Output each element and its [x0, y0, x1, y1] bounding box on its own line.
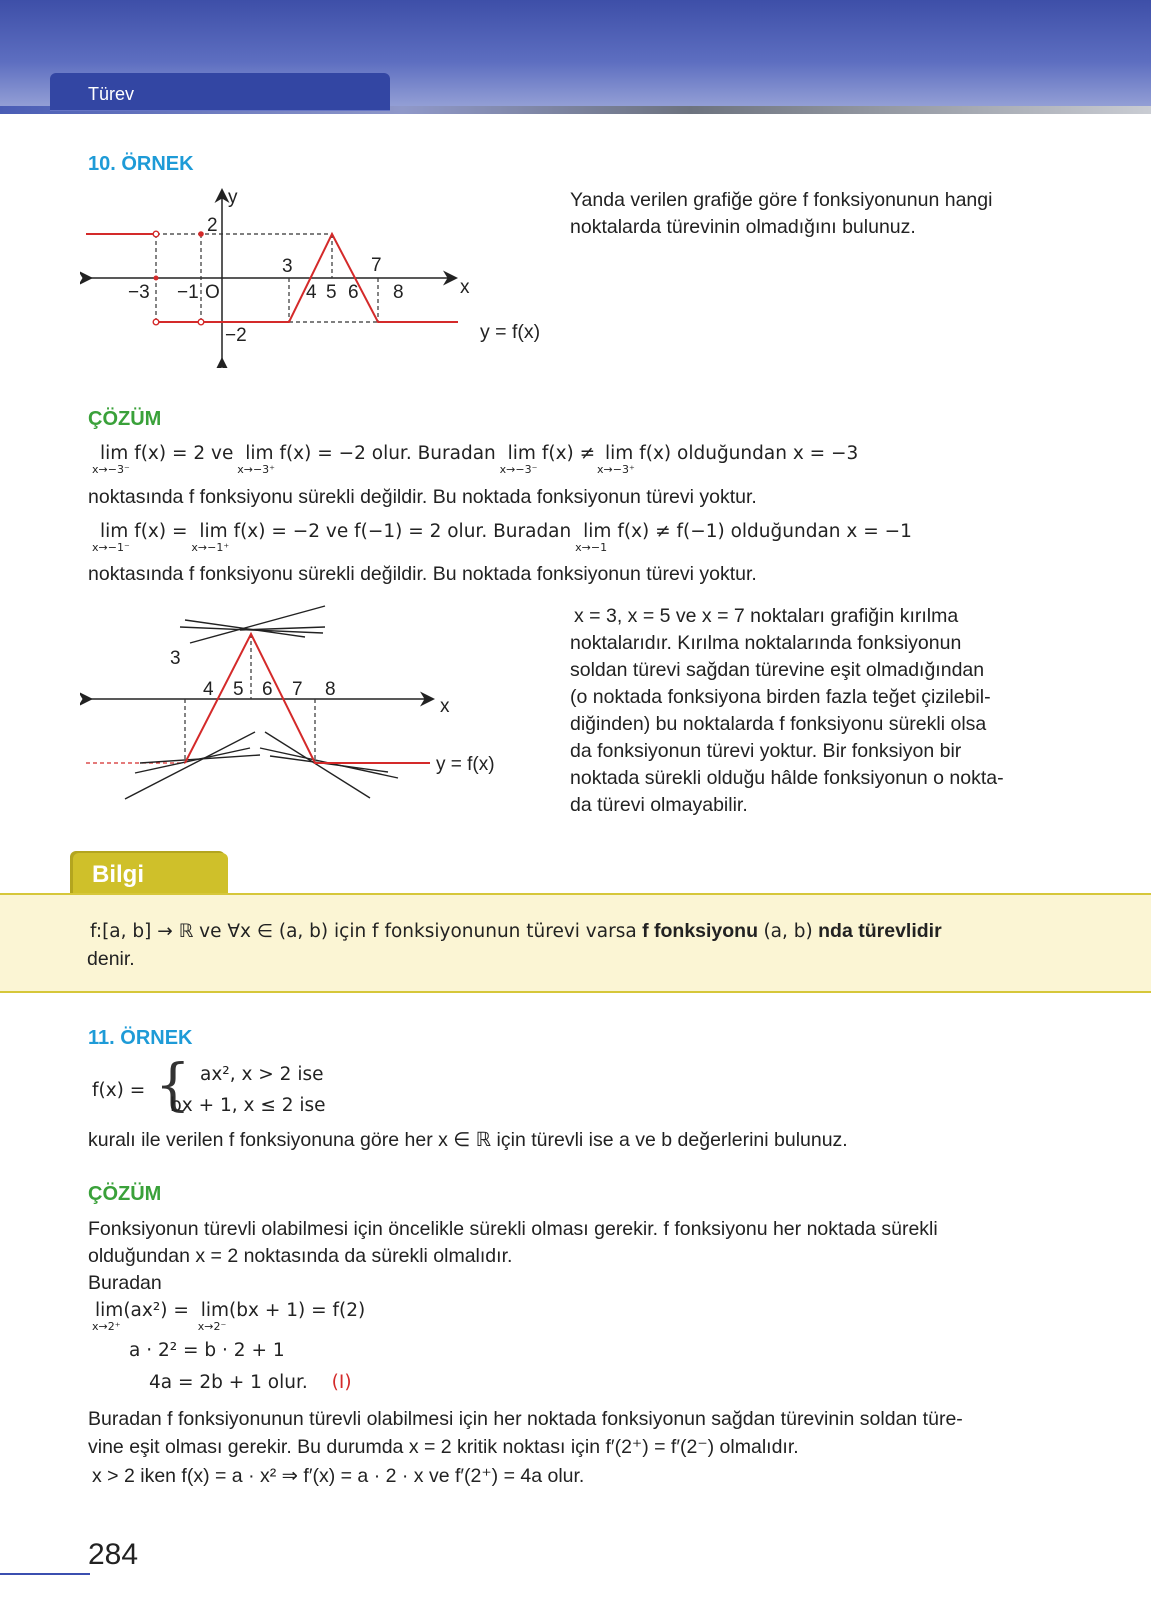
point-label-3: 3: [282, 256, 293, 277]
tick-x-neg3: −3: [128, 282, 150, 303]
tick-x-neg1: −1: [177, 282, 199, 303]
solution-2-p1-line-3: Buradan: [88, 1272, 162, 1294]
chapter-title: Türev: [88, 84, 135, 104]
limit-equation: lim x→2⁺ (ax²) = lim x→2⁻ (bx + 1) = f(2): [92, 1300, 366, 1333]
tick-x-8: 8: [393, 282, 404, 303]
example-11-question: kuralı ile verilen f fonksiyonuna göre her x ∈ ℝ için türevli ise a ve b değerlerini bulunuz.: [88, 1129, 848, 1151]
page-number: 284: [88, 1538, 139, 1571]
solution-2-p1-line-1: Fonksiyonun türevli olabilmesi için öncelikle sürekli olması gerekir. f fonksiyonu her noktada sürekli: [88, 1218, 938, 1240]
x-axis-label: x: [460, 277, 470, 298]
point-label-3: 3: [170, 648, 181, 669]
example-11-title: 11. ÖRNEK: [88, 1027, 193, 1049]
solution-2-p1-line-2: olduğundan x = 2 noktasında da sürekli olmalıdır.: [88, 1245, 513, 1267]
example-10-title: 10. ÖRNEK: [88, 153, 194, 175]
solution-1-title: ÇÖZÜM: [88, 408, 162, 430]
tick-x-6: 6: [348, 282, 359, 303]
function-label-2: y = f(x): [436, 754, 495, 775]
explanation-paragraph: x = 3, x = 5 ve x = 7 noktaları grafiğin kırılma noktalarıdır. Kırılma noktalarında fonksiyonun soldan türevi sağdan türevine eşit olmadığından (o noktada fonksiyona birden fazla teğet çizilebil- diğinden) bu noktalarda f fonksiyonu sürekli olsa da fonksiyonun türevi yoktur. Bir fonksiyon bir noktada sürekli olduğu hâlde fonksiyonun o nokta- da türevi olmayabilir.: [570, 605, 1004, 816]
solution-1-line-2: noktasında f fonksiyonu sürekli değildir. Bu noktada fonksiyonun türevi yoktur.: [88, 486, 757, 508]
graph-tangents: [80, 600, 540, 810]
equation-3: 4a = 2b + 1 olur. (I): [149, 1372, 352, 1393]
origin-label: O: [205, 282, 220, 303]
piecewise-case-1: ax², x > 2 ise: [200, 1064, 324, 1085]
page-number-underline: [0, 1573, 90, 1575]
equation-tag: (I): [331, 1372, 352, 1393]
tick-x-4: 4: [203, 679, 214, 700]
tick-x-7: 7: [292, 679, 303, 700]
piecewise-case-2: bx + 1, x ≤ 2 ise: [170, 1095, 326, 1116]
solution-2-title: ÇÖZÜM: [88, 1183, 162, 1205]
piecewise-lhs: f(x) =: [92, 1080, 146, 1101]
info-line-1: f:[a, b] → ℝ ve ∀x ∈ (a, b) için f fonksiyonunun türevi varsa f fonksiyonu (a, b) nda türevlidir: [90, 920, 942, 942]
solution-2-p2-line-1: Buradan f fonksiyonunun türevli olabilmesi için her noktada fonksiyonun sağdan türevinin soldan türe-: [88, 1408, 963, 1430]
tick-x-8: 8: [325, 679, 336, 700]
function-label-1: y = f(x): [480, 321, 541, 343]
tick-y-neg2: −2: [225, 325, 247, 346]
tick-x-5: 5: [233, 679, 244, 700]
example-10-question-line-2: noktalarda türevinin olmadığını bulunuz.: [570, 216, 916, 238]
solution-1-line-4: noktasında f fonksiyonu sürekli değildir. Bu noktada fonksiyonun türevi yoktur.: [88, 563, 757, 585]
tick-x-4: 4: [306, 282, 317, 303]
solution-2-p2-line-2: vine eşit olması gerekir. Bu durumda x = 2 kritik noktası için f′(2⁺) = f′(2⁻) olmalıdır.: [88, 1436, 799, 1458]
y-axis-label: y: [228, 188, 238, 208]
limit-line-2: lim x→−1⁻ f(x) = lim x→−1⁺ f(x) = −2 ve f(−1) = 2 olur. Buradan lim x→−1 f(x) ≠ f(−1) olduğundan x = −1: [92, 521, 912, 554]
solution-2-p2-line-3: x > 2 iken f(x) = a · x² ⇒ f′(x) = a · 2 · x ve f′(2⁺) = 4a olur.: [92, 1465, 585, 1487]
tick-x-5: 5: [326, 282, 337, 303]
info-line-2: denir.: [87, 948, 135, 970]
equation-2: a · 2² = b · 2 + 1: [129, 1340, 285, 1361]
limit-line-1: lim x→−3⁻ f(x) = 2 ve lim x→−3⁺ f(x) = −2 olur. Buradan lim x→−3⁻ f(x) ≠ lim x→−3⁺ f(x) olduğundan x = −3: [92, 443, 859, 476]
tick-y-2: 2: [207, 215, 218, 236]
point-label-7: 7: [371, 255, 382, 276]
x-axis-label: x: [440, 696, 450, 717]
brace-icon: {: [155, 1053, 191, 1118]
tick-x-6: 6: [262, 679, 273, 700]
example-10-question-line-1: Yanda verilen grafiğe göre f fonksiyonunun hangi: [570, 189, 993, 211]
info-title: Bilgi: [92, 861, 144, 888]
